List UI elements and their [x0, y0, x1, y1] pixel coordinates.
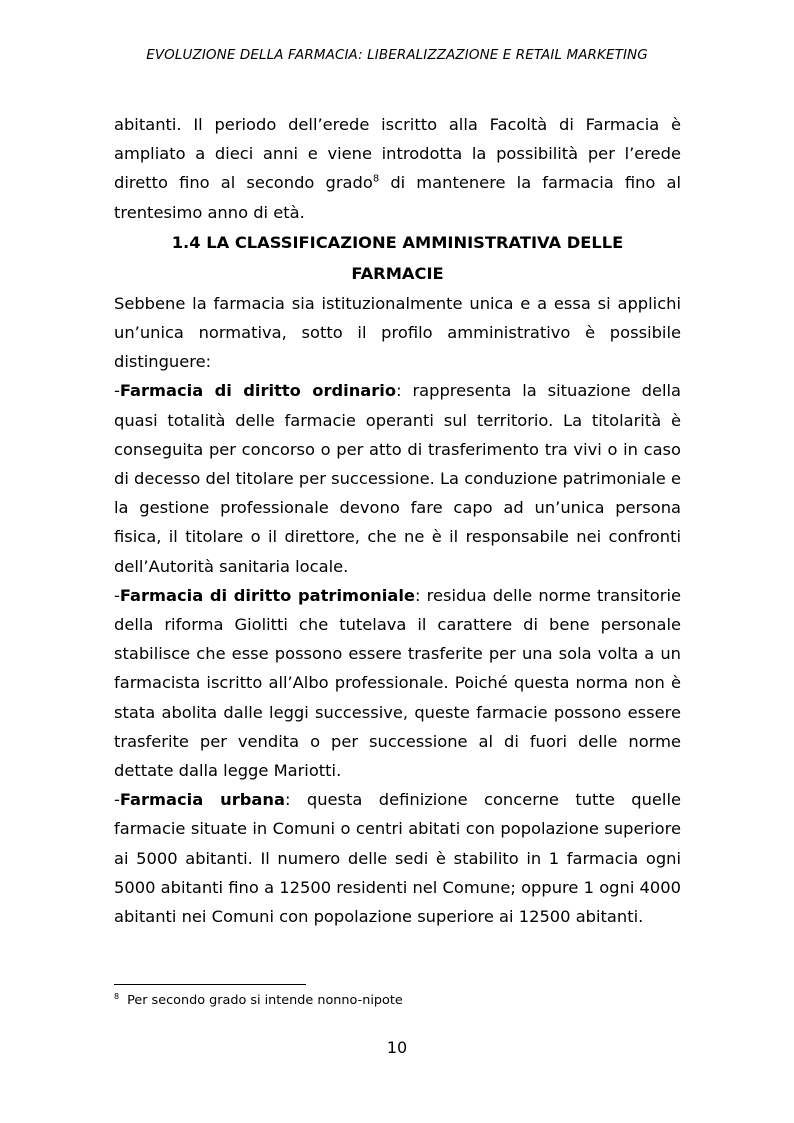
footnote [114, 993, 403, 1008]
term-farmacia-urbana: Farmacia urbana [119, 790, 285, 810]
list-item-diritto-ordinario: -Farmacia di diritto ordinario: rappresenta la situazione della quasi totalità delle farmacie operanti sul territorio. La titolarità è conseguita per concorso o per atto di trasferimento tra vivi o in caso di decesso del titolare per successione. La conduzione patrimoniale e la gestione professionale devono fare capo ad un’unica persona fisica, il titolare o il direttore, che ne è il responsabile nei confronti dell’Autorità sanitaria locale. [114, 381, 681, 576]
term-diritto-ordinario: Farmacia di diritto ordinario [119, 381, 397, 401]
page-number: 10 [386, 1038, 408, 1057]
list-item-diritto-patrimoniale: -Farmacia di diritto patrimoniale: residua delle norme transitorie della riforma Giolitti che tutelava il carattere di bene personale stabilisce che esse possono essere trasferite per una sola volta a un farmacista iscritto all’Albo professionale. Poiché questa norma non è stata abolita dalle leggi successive, queste farmacie possono essere trasferite per vendita o per successione al di fuori delle norme dettate dalla legge Mariotti. [114, 585, 681, 781]
running-header: EVOLUZIONE DELLA FARMACIA: LIBERALIZZAZIONE E RETAIL MARKETING [146, 47, 648, 63]
term-diritto-patrimoniale: Farmacia di diritto patrimoniale [119, 585, 415, 605]
list-item-farmacia-urbana: -Farmacia urbana: questa definizione concerne tutte quelle farmacie situate in Comuni o centri abitati con popolazione superiore ai 5000 abitanti. Il numero delle sedi è stabilito in 1 farmacia ogni 5000 abitanti fino a 12500 residenti nel Comune; oppure 1 ogni 4000 abitanti nei Comuni con popolazione superiore ai 12500 abitanti. [114, 790, 681, 927]
footnote-reference[interactable]: 8 [372, 173, 380, 185]
section-heading: 1.4 LA CLASSIFICAZIONE AMMINISTRATIVA DELLE FARMACIE [171, 232, 624, 283]
body-text [114, 110, 681, 931]
section-intro: Sebbene la farmacia sia istituzionalmente unica e a essa si applichi un’unica normativa, sotto il profilo amministrativo è possibile distinguere: [114, 293, 681, 372]
footnote-text: Per secondo grado si intende nonno-nipote [127, 993, 403, 1008]
footnote-number: 8 [114, 991, 120, 1001]
intro-paragraph: abitanti. Il periodo dell’erede iscritto alla Facoltà di Farmacia è ampliato a dieci anni e viene introdotta la possibilità per l’erede diretto fino al secondo grado$^8$ di mantenere la farmacia fino al trentesimo anno di età. [114, 115, 681, 222]
footnote-divider [114, 984, 306, 985]
